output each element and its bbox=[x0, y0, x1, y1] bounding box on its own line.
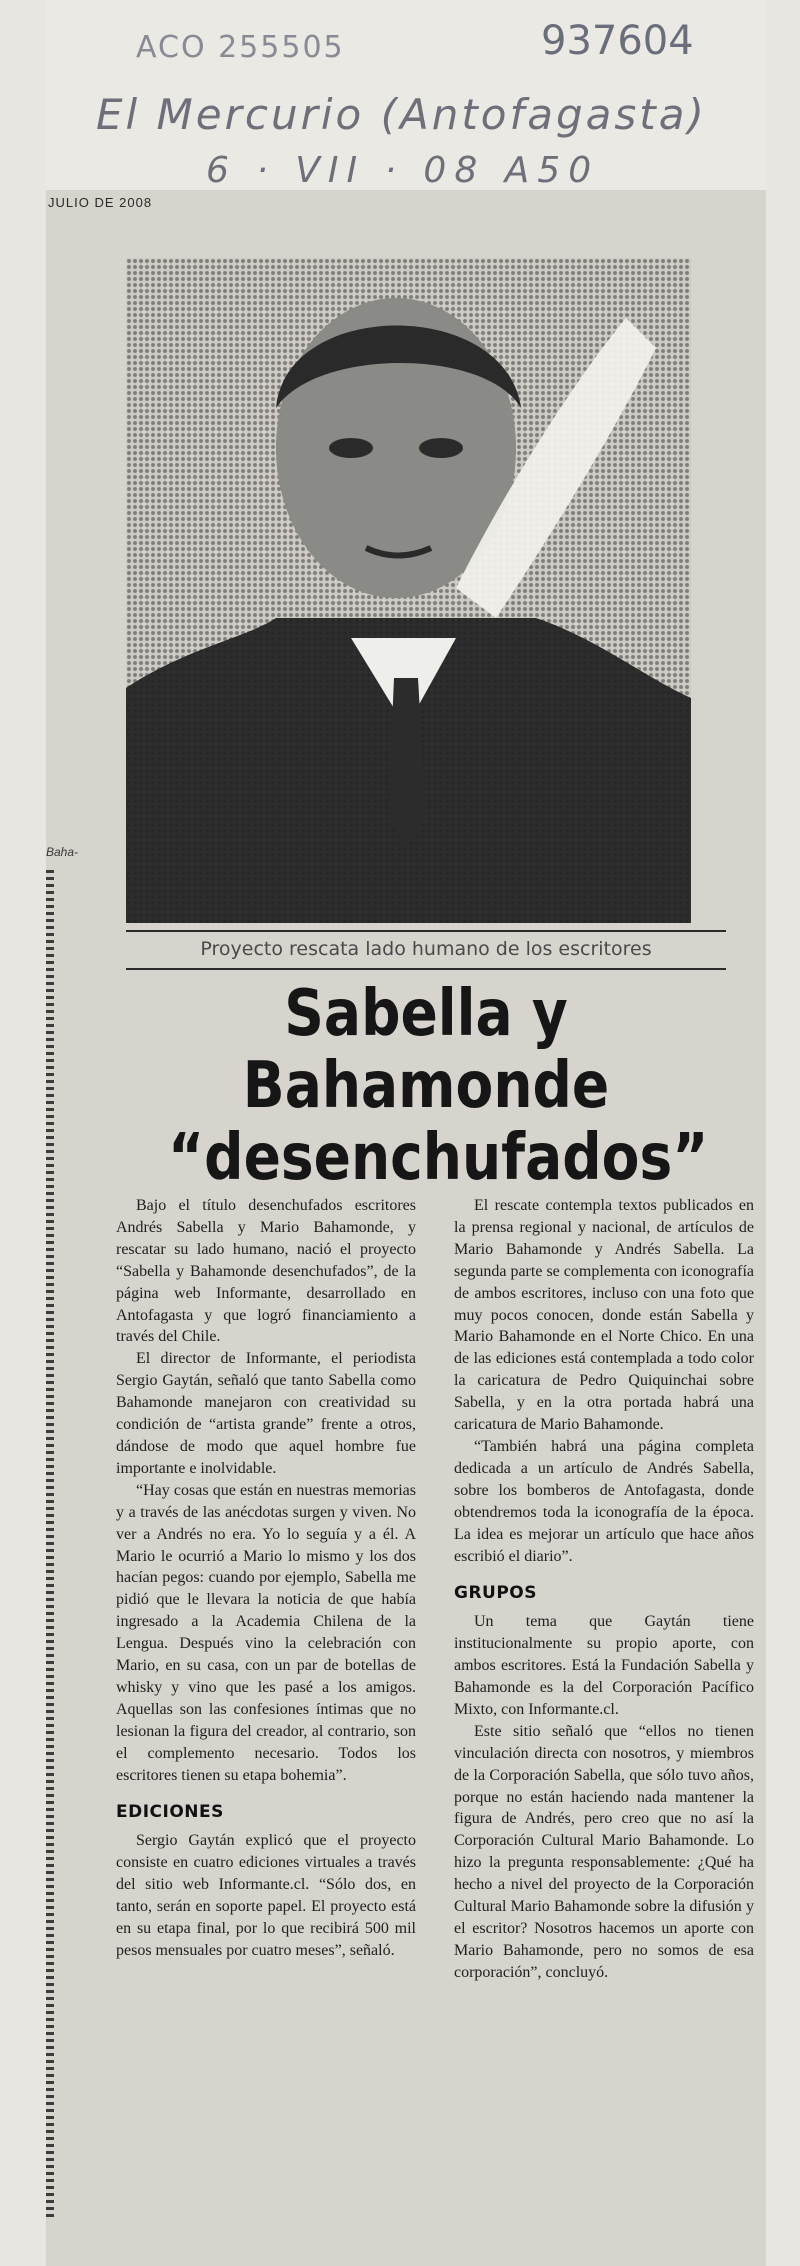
kicker-rule-bottom bbox=[126, 968, 726, 970]
dateline: JULIO DE 2008 bbox=[48, 195, 153, 210]
headline bbox=[168, 977, 709, 1195]
article-paragraph: Sergio Gaytán explicó que el proyecto consiste en cuatro ediciones virtuales a través del sitio web Informante.cl. “Sólo dos, en tanto, serán en soporte papel. El proyecto está en su etapa final, por lo que recibirá 500 mil pesos mensuales por cuatro meses”, señaló. bbox=[116, 1832, 416, 1959]
torn-edge bbox=[46, 870, 54, 2220]
headline-line-1: Sabella y Bahamonde bbox=[242, 977, 610, 1123]
subhead-grupos: GRUPOS bbox=[454, 1583, 538, 1604]
article-paragraph: “También habrá una página completa dedicada a un artículo de Andrés Sabella, sobre los bomberos de Antofagasta, donde obtendremos toda la iconografía de la época. La idea es mejorar un artículo que hace años escribió el diario”. bbox=[454, 1437, 754, 1565]
article-paragraph: Bajo el título desenchufados escritores Andrés Sabella y Mario Bahamonde, y rescatar su lado humano, nació el proyecto “Sabella y Bahamonde desenchufados”, de la página web Informante, desarrollado en Antofagasta y que logró financiamiento a través del Chile. bbox=[116, 1197, 416, 1346]
article-right-column bbox=[454, 1195, 754, 1984]
headline-line-2: “desenchufados” bbox=[168, 1121, 709, 1195]
handwritten-publication: El Mercurio (Antofagasta) bbox=[96, 90, 707, 139]
kicker: Proyecto rescata lado humano de los escritores bbox=[200, 938, 652, 960]
handwritten-date-code: 6 · VII · 08 A50 bbox=[206, 150, 600, 191]
article-paragraph: El director de Informante, el periodista Sergio Gaytán, señaló que tanto Sabella como Bahamonde manejaron con creatividad su condición de “artista grande” frente a otros, dándose de modo que aquel hombre fue importante e inolvidable. bbox=[116, 1350, 416, 1477]
article-paragraph: “Hay cosas que están en nuestras memorias y a través de las anécdotas surgen y viven. No ver a Andrés no era. Yo lo seguía y a él. A Mario le ocurrió a Mario lo mismo y los dos hacían pegos: cuando por ejemplo, Sabella me pidió que le llevara la noticia de que había ingresado a la Academia Chilena de la Lengua. Después vino la celebración con Mario, en su casa, con un par de botellas de whisky y vino que les pasé a los amigos. Aquellas son las confesiones íntimas que no lesionan la figura del creador, al contrario, son el complemento necesario. Todos los escritores tienen su etapa bohemia”. bbox=[116, 1481, 416, 1784]
newspaper-clipping bbox=[46, 0, 766, 2266]
article-paragraph: El rescate contempla textos publicados en la prensa regional y nacional, de artículos de Mario Bahamonde y Andrés Sabella. La segunda parte se complementa con iconografía de ambos escritores, incluso con una foto que muy pocos conocen, donde están Sabella y Mario Bahamonde en el Norte Chico. En una de las ediciones está contemplada a todo color la caricatura de Pedro Quiquinchai sobre Sabella, y en la otra portada habrá una caricatura de Mario Bahamonde. bbox=[454, 1197, 754, 1434]
adjacent-article-fragment: Baha- bbox=[46, 845, 79, 859]
portrait-photo bbox=[126, 258, 691, 923]
handwritten-doc-number: 937604 bbox=[541, 18, 694, 64]
handwritten-catalog-ref: ACO 255505 bbox=[136, 30, 345, 65]
subhead-ediciones: EDICIONES bbox=[116, 1802, 224, 1823]
archive-label-strip bbox=[46, 0, 766, 190]
portrait-silhouette bbox=[126, 258, 691, 923]
kicker-rule-top bbox=[126, 930, 726, 932]
article-paragraph: Un tema que Gaytán tiene institucionalmente su propio aporte, con ambos escritores. Está la Fundación Sabella y Bahamonde es la del Corporación Pacífico Mixto, con Informante.cl. bbox=[454, 1613, 754, 1718]
article-paragraph: Este sitio señaló que “ellos no tienen vinculación directa con nosotros, y miembros de la Corporación Sabella, que sólo tuvo años, porque no están haciendo nada mantener la figura de Andrés, pero creo que no así la Corporación Cultural Mario Bahamonde. Lo hizo la pregunta responsablemente: ¿Qué ha hecho a nivel del proyecto de la Corporación Cultural Mario Bahamonde sobre la difusión y el escritor? Nosotros hacemos un aporte con Mario Bahamonde, pero no somos de esa corporación”, concluyó. bbox=[454, 1722, 754, 1981]
article-left-column bbox=[116, 1195, 416, 1962]
